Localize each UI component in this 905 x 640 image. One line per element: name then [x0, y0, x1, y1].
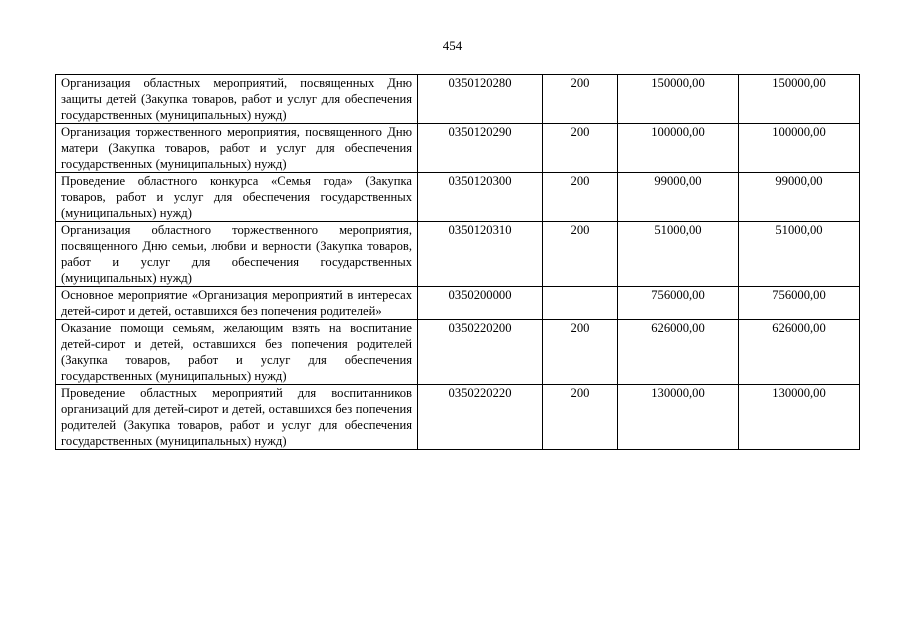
row-amount-2: 100000,00 [739, 124, 860, 173]
row-description: Проведение областного конкурса «Семья года» (Закупка товаров, работ и услуг для обеспечения государственных (муниципальных) нужд) [56, 173, 418, 222]
row-description: Основное мероприятие «Организация мероприятий в интересах детей-сирот и детей, оставшихся без попечения родителей» [56, 287, 418, 320]
row-amount-1: 130000,00 [618, 385, 739, 450]
table-row [56, 320, 860, 385]
row-amount-2: 51000,00 [739, 222, 860, 287]
table-row [56, 75, 860, 124]
row-expense-type: 200 [543, 124, 618, 173]
row-amount-2: 626000,00 [739, 320, 860, 385]
row-target-code: 0350120310 [418, 222, 543, 287]
row-description: Оказание помощи семьям, желающим взять на воспитание детей-сирот и детей, оставшихся без попечения родителей (Закупка товаров, работ и услуг для обеспечения государственных (муниципальных) нужд) [56, 320, 418, 385]
row-target-code: 0350220200 [418, 320, 543, 385]
row-expense-type: 200 [543, 320, 618, 385]
row-description: Организация областного торжественного мероприятия, посвященного Дню семьи, любви и верности (Закупка товаров, работ и услуг для обеспечения государственных (муниципальных) нужд) [56, 222, 418, 287]
row-amount-1: 626000,00 [618, 320, 739, 385]
row-expense-type: 200 [543, 222, 618, 287]
row-amount-1: 150000,00 [618, 75, 739, 124]
page-number: 454 [442, 38, 463, 53]
table-row [56, 173, 860, 222]
row-amount-1: 100000,00 [618, 124, 739, 173]
row-amount-1: 51000,00 [618, 222, 739, 287]
table-row [56, 287, 860, 320]
budget-table-body [56, 75, 860, 450]
row-expense-type: 200 [543, 173, 618, 222]
row-amount-1: 756000,00 [618, 287, 739, 320]
row-target-code: 0350120300 [418, 173, 543, 222]
row-amount-2: 130000,00 [739, 385, 860, 450]
row-description: Организация областных мероприятий, посвященных Дню защиты детей (Закупка товаров, работ и услуг для обеспечения государственных (муниципальных) нужд) [56, 75, 418, 124]
row-amount-1: 99000,00 [618, 173, 739, 222]
row-expense-type: 200 [543, 75, 618, 124]
table-row [56, 124, 860, 173]
row-expense-type: 200 [543, 385, 618, 450]
row-description: Проведение областных мероприятий для воспитанников организаций для детей-сирот и детей, оставшихся без попечения родителей (Закупка товаров, работ и услуг для обеспечения государственных (муниципальных) нужд) [56, 385, 418, 450]
row-target-code: 0350200000 [418, 287, 543, 320]
row-amount-2: 756000,00 [739, 287, 860, 320]
budget-table [55, 74, 860, 450]
row-expense-type [543, 287, 618, 320]
row-amount-2: 99000,00 [739, 173, 860, 222]
row-target-code: 0350120290 [418, 124, 543, 173]
row-target-code: 0350220220 [418, 385, 543, 450]
table-row [56, 385, 860, 450]
row-description: Организация торжественного мероприятия, посвященного Дню матери (Закупка товаров, работ и услуг для обеспечения государственных (муниципальных) нужд) [56, 124, 418, 173]
row-target-code: 0350120280 [418, 75, 543, 124]
row-amount-2: 150000,00 [739, 75, 860, 124]
table-row [56, 222, 860, 287]
